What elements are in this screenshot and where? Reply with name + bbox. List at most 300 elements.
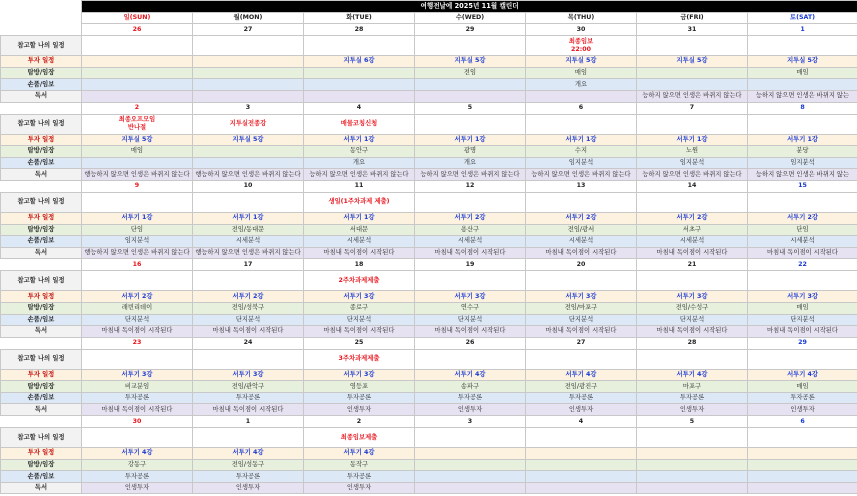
reading-cell[interactable] [415,482,526,494]
memo-cell[interactable] [415,36,526,56]
invest-row [1,56,857,68]
lecture-cell[interactable]: 시세분석 [415,236,526,248]
visit-cell[interactable]: 래빈리데이 [82,302,193,314]
reading-cell[interactable]: 마침내 독이점이 시작된다 [415,247,526,259]
memo-cell[interactable] [748,36,857,56]
memo-cell[interactable] [193,192,304,212]
invest-cell[interactable]: 서투기 1강 [415,134,526,146]
memo-cell[interactable] [193,428,304,448]
date-cell[interactable]: 1 [193,416,304,428]
lecture-cell[interactable] [82,79,193,91]
visit-cell[interactable]: 동작구 [304,459,415,471]
memo-row [1,271,857,291]
invest-cell[interactable] [415,448,526,460]
date-cell[interactable]: 30 [526,24,637,36]
memo-text: 최종오프모임 반나절 [118,116,156,132]
memo-cell[interactable] [526,114,637,134]
reading-cell[interactable] [526,482,637,494]
visit-cell[interactable]: 송파구 [415,381,526,393]
invest-cell[interactable]: 서투기 4강 [82,448,193,460]
date-cell[interactable]: 20 [526,259,637,271]
corner-cell [1,337,82,349]
visit-cell[interactable] [193,67,304,79]
memo-cell[interactable] [82,36,193,56]
memo-cell[interactable] [304,192,415,212]
date-row [1,337,857,349]
reading-cell[interactable]: 마침내 독이점이 시작된다 [415,326,526,338]
visit-cell[interactable]: 매임 [526,67,637,79]
lecture-cell[interactable]: 단지분석 [82,314,193,326]
lecture-cell[interactable]: 투자공론 [304,392,415,404]
reading-cell[interactable]: 능하지 않으면 인생은 바뀌지 않는다 [415,169,526,181]
visit-cell[interactable] [415,459,526,471]
invest-cell[interactable]: 서투기 4강 [304,448,415,460]
date-cell[interactable]: 25 [304,337,415,349]
invest-cell[interactable]: 서투기 2강 [526,212,637,224]
visit-cell[interactable] [304,67,415,79]
reading-cell[interactable]: 능하지 않으면 인생은 바뀌지 않는다 [526,169,637,181]
invest-cell[interactable] [637,448,748,460]
reading-row [1,247,857,259]
visit-cell[interactable] [748,459,857,471]
date-cell[interactable]: 5 [637,416,748,428]
visit-cell[interactable] [526,459,637,471]
memo-cell[interactable] [304,349,415,369]
lecture-cell[interactable]: 임지분석 [526,157,637,169]
lecture-cell[interactable]: 단지분석 [748,314,857,326]
visit-label: 탐방/임장 [1,302,82,314]
lecture-cell[interactable]: 시세분석 [304,236,415,248]
visit-cell[interactable]: 용산구 [415,224,526,236]
reading-cell[interactable]: 마침내 독이점이 시작된다 [526,247,637,259]
memo-cell[interactable] [304,271,415,291]
visit-cell[interactable]: 전임/동대문 [193,224,304,236]
memo-cell[interactable] [526,271,637,291]
date-cell[interactable]: 19 [415,259,526,271]
reading-label: 독서 [1,326,82,338]
lecture-cell[interactable]: 단지분석 [415,314,526,326]
reading-cell[interactable]: 인생투자 [304,404,415,416]
date-cell[interactable]: 16 [82,259,193,271]
lecture-cell[interactable] [748,471,857,483]
memo-cell[interactable] [193,271,304,291]
lecture-row [1,314,857,326]
invest-cell[interactable]: 지투실 5강 [748,56,857,68]
reading-cell[interactable]: 마침내 독이점이 시작된다 [637,247,748,259]
lecture-cell[interactable] [82,157,193,169]
reading-cell[interactable]: 인생투자 [637,404,748,416]
memo-cell[interactable] [526,349,637,369]
visit-cell[interactable] [82,67,193,79]
memo-cell[interactable] [748,192,857,212]
invest-cell[interactable]: 서투기 1강 [82,212,193,224]
reading-cell[interactable]: 행능하지 않으면 인생은 바뀌지 않는다 [82,247,193,259]
reading-cell[interactable]: 인생투자 [82,482,193,494]
reading-cell[interactable]: 능하지 않으면 인생은 바뀌지 않는다 [637,90,748,102]
memo-row [1,192,857,212]
visit-cell[interactable]: 전임/광서 [526,224,637,236]
reading-cell[interactable]: 행능하지 않으면 인생은 바뀌지 않는다 [82,169,193,181]
reading-cell[interactable]: 마침내 독이점이 시작된다 [82,326,193,338]
memo-cell[interactable] [637,114,748,134]
lecture-cell[interactable]: 투자공론 [526,392,637,404]
lecture-cell[interactable]: 임지분석 [748,157,857,169]
reading-label: 독서 [1,404,82,416]
date-cell[interactable]: 14 [637,180,748,192]
lecture-cell[interactable] [415,471,526,483]
reading-cell[interactable] [82,90,193,102]
invest-cell[interactable]: 서투기 1강 [748,134,857,146]
visit-cell[interactable]: 마포구 [637,381,748,393]
invest-cell[interactable]: 서투기 3강 [304,369,415,381]
reading-cell[interactable]: 능하지 않으면 인생은 바뀌지 않는 [748,90,857,102]
lecture-cell[interactable]: 개요 [526,79,637,91]
invest-cell[interactable]: 서투기 3강 [526,291,637,303]
reading-cell[interactable]: 마침내 독이점이 시작된다 [304,326,415,338]
date-cell[interactable]: 29 [415,24,526,36]
date-cell[interactable]: 2 [82,102,193,114]
invest-cell[interactable]: 서투기 1강 [193,212,304,224]
date-cell[interactable]: 18 [304,259,415,271]
reading-cell[interactable]: 마침내 독이점이 시작된다 [193,404,304,416]
invest-cell[interactable]: 서투기 4강 [415,369,526,381]
weekday-sat: 토(SAT) [748,12,857,24]
date-cell[interactable]: 28 [304,24,415,36]
reading-cell[interactable]: 행능하지 않으면 인생은 바뀌지 않는다 [193,247,304,259]
lecture-label: 손품/임보 [1,157,82,169]
lecture-cell[interactable]: 임지분석 [82,236,193,248]
visit-label: 탐방/임장 [1,146,82,158]
invest-cell[interactable] [748,448,857,460]
memo-cell[interactable] [82,114,193,134]
memo-cell[interactable] [82,271,193,291]
memo-cell[interactable] [748,349,857,369]
weekday-thu: 목(THU) [526,12,637,24]
memo-text: 최종임보제출 [340,433,378,441]
weekday-wed: 수(WED) [415,12,526,24]
visit-cell[interactable]: 분당 [748,146,857,158]
visit-row [1,146,857,158]
visit-cell[interactable]: 종로구 [304,302,415,314]
reading-row [1,90,857,102]
reading-cell[interactable]: 능하지 않으면 인생은 바뀌지 않는다 [637,169,748,181]
invest-cell[interactable]: 서투기 3강 [748,291,857,303]
reading-cell[interactable]: 인생투자 [526,404,637,416]
date-cell[interactable]: 29 [748,337,857,349]
date-cell[interactable]: 6 [748,416,857,428]
reading-cell[interactable]: 마침내 독이점이 시작된다 [748,326,857,338]
memo-cell[interactable] [526,36,637,56]
memo-cell[interactable] [304,36,415,56]
memo-cell[interactable] [193,36,304,56]
visit-cell[interactable]: 전임 [415,67,526,79]
lecture-cell[interactable] [637,79,748,91]
invest-cell[interactable]: 서투기 2강 [748,212,857,224]
visit-cell[interactable]: 전임/성북구 [193,302,304,314]
memo-cell[interactable] [193,114,304,134]
reading-cell[interactable]: 행능하지 않으면 인생은 바뀌지 않는다 [193,169,304,181]
invest-cell[interactable]: 지투실 5강 [415,56,526,68]
reading-cell[interactable] [748,482,857,494]
visit-cell[interactable]: 노원 [637,146,748,158]
reading-cell[interactable]: 마침내 독이점이 시작된다 [637,326,748,338]
visit-cell[interactable]: 매임 [82,146,193,158]
invest-cell[interactable]: 지투실 5강 [82,134,193,146]
lecture-cell[interactable]: 투자공론 [415,392,526,404]
lecture-cell[interactable]: 시세분석 [637,236,748,248]
invest-cell[interactable]: 서투기 4강 [637,369,748,381]
invest-cell[interactable]: 서투기 2강 [637,212,748,224]
visit-cell[interactable]: 전임/광진구 [526,381,637,393]
lecture-row [1,79,857,91]
invest-cell[interactable]: 서투기 1강 [637,134,748,146]
invest-label: 투자 일정 [1,291,82,303]
lecture-cell[interactable]: 시세분석 [526,236,637,248]
lecture-cell[interactable]: 투자공론 [637,392,748,404]
reading-cell[interactable] [415,90,526,102]
memo-cell[interactable] [304,114,415,134]
visit-label: 탐방/임장 [1,67,82,79]
date-cell[interactable]: 2 [304,416,415,428]
memo-cell[interactable] [415,349,526,369]
date-cell[interactable]: 15 [748,180,857,192]
date-cell[interactable]: 23 [82,337,193,349]
memo-cell[interactable] [748,271,857,291]
date-cell[interactable]: 26 [415,337,526,349]
corner-cell [1,12,82,24]
memo-cell[interactable] [415,271,526,291]
visit-cell[interactable]: 전임/성동구 [193,459,304,471]
date-cell[interactable]: 7 [637,102,748,114]
visit-cell[interactable]: 전임/수성구 [637,302,748,314]
date-cell[interactable]: 3 [193,102,304,114]
date-cell[interactable]: 1 [748,24,857,36]
date-cell[interactable]: 9 [82,180,193,192]
visit-row [1,302,857,314]
invest-cell[interactable]: 서투기 3강 [637,291,748,303]
date-cell[interactable]: 12 [415,180,526,192]
invest-cell[interactable] [526,448,637,460]
lecture-cell[interactable] [415,79,526,91]
reading-cell[interactable] [304,90,415,102]
date-cell[interactable]: 13 [526,180,637,192]
memo-text: 2주차과제제출 [338,276,380,284]
visit-cell[interactable] [193,146,304,158]
reading-cell[interactable]: 인생투자 [748,404,857,416]
visit-cell[interactable]: 수지 [526,146,637,158]
date-cell[interactable]: 31 [637,24,748,36]
invest-label: 투자 일정 [1,134,82,146]
lecture-cell[interactable] [637,471,748,483]
memo-cell[interactable] [748,114,857,134]
lecture-cell[interactable]: 투자공론 [193,392,304,404]
memo-text: 생일(1주차과제 제출) [328,198,390,206]
reading-cell[interactable] [193,90,304,102]
memo-cell[interactable] [304,428,415,448]
memo-cell[interactable] [748,428,857,448]
visit-cell[interactable]: 단임 [748,224,857,236]
reading-cell[interactable]: 마침내 독이점이 시작된다 [304,247,415,259]
memo-cell[interactable] [637,271,748,291]
lecture-cell[interactable]: 시세분석 [748,236,857,248]
visit-cell[interactable]: 매임 [748,67,857,79]
visit-cell[interactable] [637,67,748,79]
date-cell[interactable]: 4 [526,416,637,428]
invest-cell[interactable]: 서투기 2강 [193,291,304,303]
reading-cell[interactable]: 마침내 독이점이 시작된다 [748,247,857,259]
reading-cell[interactable]: 인생투자 [415,404,526,416]
reading-cell[interactable]: 능하지 않으면 인생은 바뀌지 않는 [748,169,857,181]
invest-cell[interactable] [82,56,193,68]
visit-cell[interactable]: 연수구 [415,302,526,314]
reading-cell[interactable]: 마침내 독이점이 시작된다 [82,404,193,416]
reading-cell[interactable] [526,90,637,102]
invest-cell[interactable]: 서투기 1강 [526,134,637,146]
invest-cell[interactable]: 서투기 4강 [748,369,857,381]
reading-cell[interactable]: 인생투자 [304,482,415,494]
invest-cell[interactable]: 서투기 3강 [193,369,304,381]
date-cell[interactable]: 11 [304,180,415,192]
invest-label: 투자 일정 [1,369,82,381]
memo-cell[interactable] [637,349,748,369]
date-cell[interactable]: 27 [526,337,637,349]
visit-cell[interactable]: 전임/관악구 [193,381,304,393]
reading-cell[interactable]: 마침내 독이점이 시작된다 [193,326,304,338]
invest-cell[interactable] [193,56,304,68]
lecture-cell[interactable]: 임지분석 [637,157,748,169]
invest-cell[interactable]: 서투기 4강 [526,369,637,381]
visit-cell[interactable]: 서대문 [304,224,415,236]
date-cell[interactable]: 10 [193,180,304,192]
date-cell[interactable]: 26 [82,24,193,36]
invest-cell[interactable]: 서투기 3강 [304,291,415,303]
weekday-tue: 화(TUE) [304,12,415,24]
lecture-cell[interactable]: 투자공론 [82,471,193,483]
invest-cell[interactable]: 지투실 6강 [304,56,415,68]
memo-cell[interactable] [82,192,193,212]
memo-cell[interactable] [415,192,526,212]
memo-cell[interactable] [82,428,193,448]
lecture-cell[interactable]: 투자공론 [748,392,857,404]
memo-cell[interactable] [193,349,304,369]
reading-cell[interactable]: 능하지 않으면 인생은 바뀌지 않는다 [304,169,415,181]
lecture-cell[interactable]: 단지분석 [637,314,748,326]
invest-row [1,369,857,381]
lecture-cell[interactable]: 시세분석 [193,236,304,248]
visit-cell[interactable]: 동안구 [304,146,415,158]
date-cell[interactable]: 28 [637,337,748,349]
visit-cell[interactable] [637,459,748,471]
memo-cell[interactable] [637,192,748,212]
visit-cell[interactable]: 서초구 [637,224,748,236]
invest-cell[interactable]: 서투기 2강 [415,212,526,224]
invest-cell[interactable]: 서투기 3강 [82,369,193,381]
weekday-sun: 일(SUN) [82,12,193,24]
date-cell[interactable]: 24 [193,337,304,349]
memo-cell[interactable] [637,428,748,448]
lecture-cell[interactable]: 단지분석 [304,314,415,326]
visit-row [1,224,857,236]
lecture-cell[interactable]: 단지분석 [193,314,304,326]
visit-cell[interactable]: 비교분임 [82,381,193,393]
memo-text: 3주차과제제출 [338,355,380,363]
date-row [1,259,857,271]
visit-cell[interactable]: 매임 [748,381,857,393]
lecture-cell[interactable]: 투자공론 [82,392,193,404]
lecture-cell[interactable] [193,79,304,91]
invest-cell[interactable]: 지투실 5강 [526,56,637,68]
memo-cell[interactable] [637,36,748,56]
lecture-cell[interactable] [748,79,857,91]
invest-cell[interactable]: 지투실 5강 [637,56,748,68]
weekday-fri: 금(FRI) [637,12,748,24]
visit-cell[interactable]: 단임 [82,224,193,236]
invest-cell[interactable]: 서투기 3강 [415,291,526,303]
reading-row [1,326,857,338]
lecture-cell[interactable] [526,471,637,483]
visit-cell[interactable]: 전임/마포구 [526,302,637,314]
weekday-header-row [1,12,857,24]
date-cell[interactable]: 6 [526,102,637,114]
memo-label: 참고할 나의 일정 [1,428,82,448]
date-cell[interactable]: 5 [415,102,526,114]
invest-cell[interactable]: 서투기 1강 [304,212,415,224]
memo-text: 매물코칭신청 [340,120,378,128]
lecture-cell[interactable]: 투자공론 [193,471,304,483]
lecture-cell[interactable]: 개요 [415,157,526,169]
lecture-cell[interactable] [304,79,415,91]
lecture-cell[interactable]: 개요 [304,157,415,169]
reading-cell[interactable] [637,482,748,494]
lecture-cell[interactable] [193,157,304,169]
visit-cell[interactable]: 매임 [748,302,857,314]
memo-label: 참고할 나의 일정 [1,271,82,291]
lecture-label: 손품/임보 [1,392,82,404]
memo-cell[interactable] [526,428,637,448]
visit-cell[interactable]: 강동구 [82,459,193,471]
date-cell[interactable]: 30 [82,416,193,428]
memo-cell[interactable] [82,349,193,369]
lecture-cell[interactable]: 단지분석 [526,314,637,326]
date-cell[interactable]: 3 [415,416,526,428]
visit-label: 탐방/임장 [1,459,82,471]
memo-cell[interactable] [415,428,526,448]
date-cell[interactable]: 4 [304,102,415,114]
date-cell[interactable]: 8 [748,102,857,114]
date-cell[interactable]: 27 [193,24,304,36]
reading-cell[interactable]: 마침내 독이점이 시작된다 [526,326,637,338]
invest-cell[interactable]: 서투기 4강 [193,448,304,460]
lecture-cell[interactable]: 투자공론 [304,471,415,483]
invest-cell[interactable]: 서투기 1강 [304,134,415,146]
invest-cell[interactable]: 서투기 2강 [82,291,193,303]
date-row [1,102,857,114]
reading-row [1,169,857,181]
date-cell[interactable]: 21 [637,259,748,271]
invest-row [1,134,857,146]
date-cell[interactable]: 22 [748,259,857,271]
memo-text: 최종임보 22:00 [568,37,594,53]
memo-cell[interactable] [526,192,637,212]
visit-row [1,459,857,471]
visit-cell[interactable]: 영등포 [304,381,415,393]
date-cell[interactable]: 17 [193,259,304,271]
reading-cell[interactable]: 인생투자 [193,482,304,494]
memo-cell[interactable] [415,114,526,134]
memo-label: 참고할 나의 일정 [1,36,82,56]
visit-cell[interactable]: 광명 [415,146,526,158]
invest-cell[interactable]: 지투실 5강 [193,134,304,146]
